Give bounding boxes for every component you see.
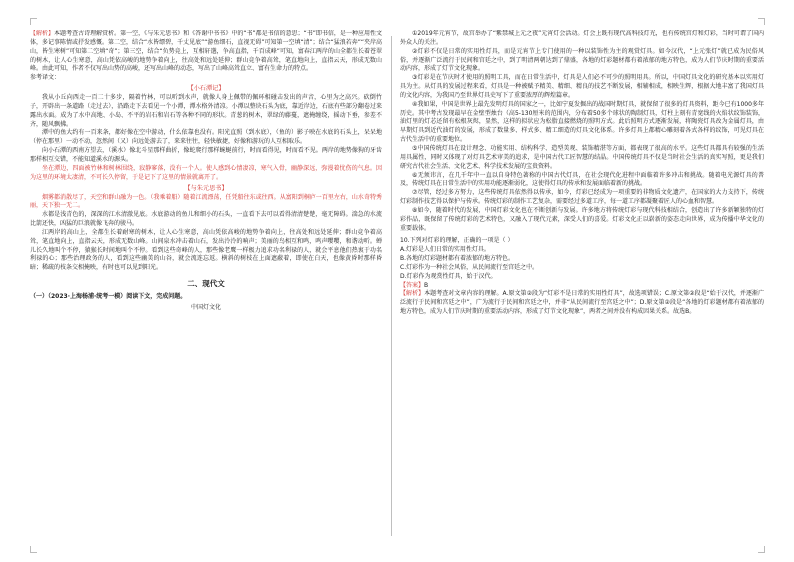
translation-paragraph: 向小石潭的西南方望去，（溪水）像北斗星那样曲折，像蛇爬行那样蜿蜒前行，时而看得见，时而看不见。两岸的地势像狗的牙齿那样相互交错，不能知道溪水的源头。 (30, 147, 382, 163)
crop-mark (30, 546, 37, 553)
essay-title: 中国灯文化 (190, 303, 221, 311)
translation-paragraph: 江两岸的高山上，全都生长着耐寒的树木，让人心生寒意，高山凭依高峻的地势争着向上，往高处和远处延伸；群山竞争着高耸，笔直地向上，直指云天，形成无数山峰。山间泉水冲击着山石，发出泠泠的响声；美丽的鸟相互和鸣，鸣声嘤嘤，和谐动听。蝉儿长久地叫个不停，猿猴长时间地叫个不停。看到这些奇峰的人，那些像老鹰一样极力追求功名利禄的人，就会平息他们热衷于功名利禄的心；那些治理政务的人，看到这些幽美的山谷，就会流连忘返。横斜的树枝在上面遮蔽着，即使在白天，也像黄昏时那样昏暗；稀疏的枝条交相掩映，有时也可以见到阳光。 (30, 228, 382, 272)
section-title-yuzhuyuansi: 【与朱元思书】 (184, 184, 228, 192)
answer-analysis: 【解析】本题考查对文章内容的理解。A.原文第②段为“灯彩不是日常的实用性灯具”，故选项错误；C.原文第②段是“始于汉代，并逐渐广泛流行于民间和宫廷之中”，广为流行于民间和宫廷之中，并非“从民间流行至宫廷之中”；D.原文第②段是“各地的灯彩题材都有着浓郁的地方特色，成为人们节庆时期的重要活动内容，形成了灯节文化现象”，两者之间并没有构成因果关系。故选B。 (400, 290, 764, 316)
right-column (400, 30, 764, 540)
crop-mark (758, 18, 765, 25)
option-a: A.灯彩是人们日常的实用性灯具。 (400, 246, 490, 254)
translation-paragraph: 潭中的鱼大约有一百来条，都好像在空中游动，什么依靠也没有。阳光直照（到水底），（鱼的）影子映在水底的石头上，呆呆地（停在那里）一动不动，忽然间（又）向远处游去了，来来往往，轻快敏捷，好像和游玩的人互相取乐。 (30, 129, 382, 146)
essay-paragraph: ①2019年元宵节，故宫举办了“紫禁城上元之夜”元宵灯会活动。灯会上既有现代高科技灯光，也有传统宫灯和灯彩，当时可谓了国内外众人的关注。 (400, 30, 764, 46)
reference-label: 参考译文： (30, 74, 61, 82)
section-heading: 二、现代文 (187, 279, 225, 289)
essay-paragraph: ④我如果，中国是世界上最先发明灯具的国家之一，比如宁夏发掘出的战国时期灯具，就保留了很多的灯具资料，距今已有1000多年历史。其中考古发现最早在金壁型烛台（高5-130厘米的范围内，分布着50多个球状的陶制灯具，灯柱上刻有青宽线的火焰状纹饰装饰，油灯里的灯芯还留有松根灰烬，显然，这样的拟状应为松脂直接燃烧的照明方式。此后照明方式逐渐发展，将陶瓷灯具改为金属灯具，由早期灯具到近代油灯的发展，形成了数量多、样式多、精工细造的灯具文化体系。许多灯具上都精心雕刻着各式各样的纹饰，可见灯具在古代生活中的重要地位。 (400, 100, 764, 144)
translation-paragraph: 我从小丘向西走一百二十多步，隔着竹林，可以听到水声，就像人身上佩带的佩环相碰击发出的声音，心里为之高兴。砍倒竹子，开辟出一条道路（走过去），沿路走下去看见一个小潭，潭水格外清凉。小潭以整块石头为底，靠近岸边，石底有些部分翻卷过来露出水面。成为了水中高地、小岛、不平的岩石和岩石等各种不同的形状。青葱的树木，翠绿的藤蔓，遮掩缠绕，摇动下垂，参差不齐，随风飘拂。 (30, 94, 382, 128)
essay-paragraph: ②灯彩不仅是日常的实用性灯具，而是元宵节上专门使用的一种以装饰性为主的观赏灯具。如今汉代，“上元张灯”就已成为民俗风俗，并逐渐广泛流行于民间和宫廷之中，到了明清两朝达到了鼎盛，各地的灯彩题材都有着浓郁的地方特色，成为人们节庆时期的重要活动内容，形成了灯节文化现象。 (400, 47, 764, 73)
question-stem: 10.下列对灯彩的理解，正确的一项是（ ） (400, 237, 514, 245)
crop-mark (30, 18, 37, 25)
option-b: B.各地的灯彩题材都有着浓郁的地方特色。 (400, 255, 515, 263)
essay-paragraph: ⑦尽管，经过多方努力，这些传统灯具依然得以传承，如今，灯彩已经成为一项重要的非物质文化遗产，在国家的大力支持下，传统灯彩制作技艺得以保护与传承。传统灯彩的制作工艺复杂，需要经过多道工序，每一道工序都凝聚着匠人的心血和智慧。 (400, 189, 764, 206)
translation-paragraph: 水都是浅青色的，深深的江水清澈见底。水底游动的鱼儿和细小的石头，一直看下去可以看得清清楚楚，毫无障碍。湍急的水流比箭还快，凶猛的巨浪就像飞奔的骏马。 (30, 211, 382, 228)
answer-line: 【答案】B (400, 281, 429, 289)
essay-paragraph: ③灯彩是在节庆时才使用的照明工具，而在日常生活中，灯具是人们必不可少的照明用具。所以，中国灯具文化的研究基本以实用灯具为主。从灯具的发展过程来看，灯具是一种被赋予精美、精细、精良的技艺不断发展，相辅相成，相映生辉，根据大地丰富了我国灯具的文化内容，为我国乃至世界灯具史写下了重要浓厚的辉煌篇章。 (400, 74, 764, 99)
question-intro: （一）（2023·上海杨浦·统考一模）阅读下文，完成问题。 (30, 293, 187, 301)
option-c: C.灯彩作为一种社会风俗，从民间流行至宫廷之中。 (400, 263, 539, 271)
essay-paragraph: ⑤中国传统灯具在设计理念、功能实用、结构科学、造型美观、装饰精湛等方面，都表现了很高的水平。这些灯具都具有较强的生活用具属性，同时又体现了对灯具艺术审美的追求，是中国古代工匠智慧的结晶。中国传统灯具不仅是当时社会生活的真实写照，更是我们研究古代社会生活、文化艺术、科学技术发展的宝贵资料。 (400, 144, 764, 170)
left-column (30, 30, 382, 540)
crop-mark (758, 546, 765, 553)
option-d: D.灯彩作为观赏性灯具，始于汉代。 (400, 272, 497, 280)
translation-paragraph-highlight: 烟雾都消散尽了，天空和群山融为一色。（我乘着船）随着江流漂荡，任凭船往东或往西。从富阳到桐庐一百里左右，山水奇特秀丽，天下独一无二。 (30, 193, 382, 210)
essay-paragraph: ⑧如今，随着时代的发展，中国灯彩文化也在不断创新与发展。许多地方将传统灯彩与现代科技相结合，创造出了许多新颖独特的灯彩作品，既保留了传统灯彩的艺术特色，又融入了现代元素，深受人们的喜爱。灯彩文化正以崭新的姿态走向世界，成为传播中华文化的重要载体。 (400, 206, 764, 232)
section-title-xiaoshitan: 【小石潭记】 (187, 85, 225, 93)
column-divider (391, 36, 392, 536)
translation-paragraph-highlight: 坐在潭边，四面被竹林和树林围绕，寂静寥落，没有一个人。使人感到心情凄凉，寒气入骨，幽静深远，弥漫着忧伤的气息。因为这里的环境太凄清，不可长久停留，于是记下了这里的情景就离开了。 (30, 164, 382, 181)
analysis-paragraph: 【解析】本题考查古诗理解赏析。第一空，《与朱元思书》和《答谢中书书》中的“书”都是书信的意思；“书”即书信，是一种应用性文体，多记事陈情或抒发感慨。第二空，结合“水皆缥碧，千丈见底”“游鱼细石，直视无碍”可知第一空填“清”；结合“猛浪若奔”“夹岸高山，皆生寒树”可知第二空填“奇”；第三空，结合“负势竞上，互相轩邈，争高直指，千百成峰”可知，富春江两岸的山全都生长着苍翠的树木，让人心生寒意，高山凭依高峻的地势争着向上，往高处和远处延伸；群山竞争着高耸，笔直地向上，直指云天，形成无数山峰。由此可知，作者不仅写出山势的高峻，还写出山峰的动态，写出了山峰高耸直立、富有生命力的特点。 (30, 30, 382, 73)
essay-paragraph: ⑥无须讳言，在几千年中一直以自身特色著称的中国古代灯具，在社会现代化进程中面临着许多冲击和挑战。随着电光源灯具的普及，传统灯具在日常生活中的实用功能逐渐弱化，这使得灯具的传承和发展面临着新的挑战。 (400, 171, 764, 188)
